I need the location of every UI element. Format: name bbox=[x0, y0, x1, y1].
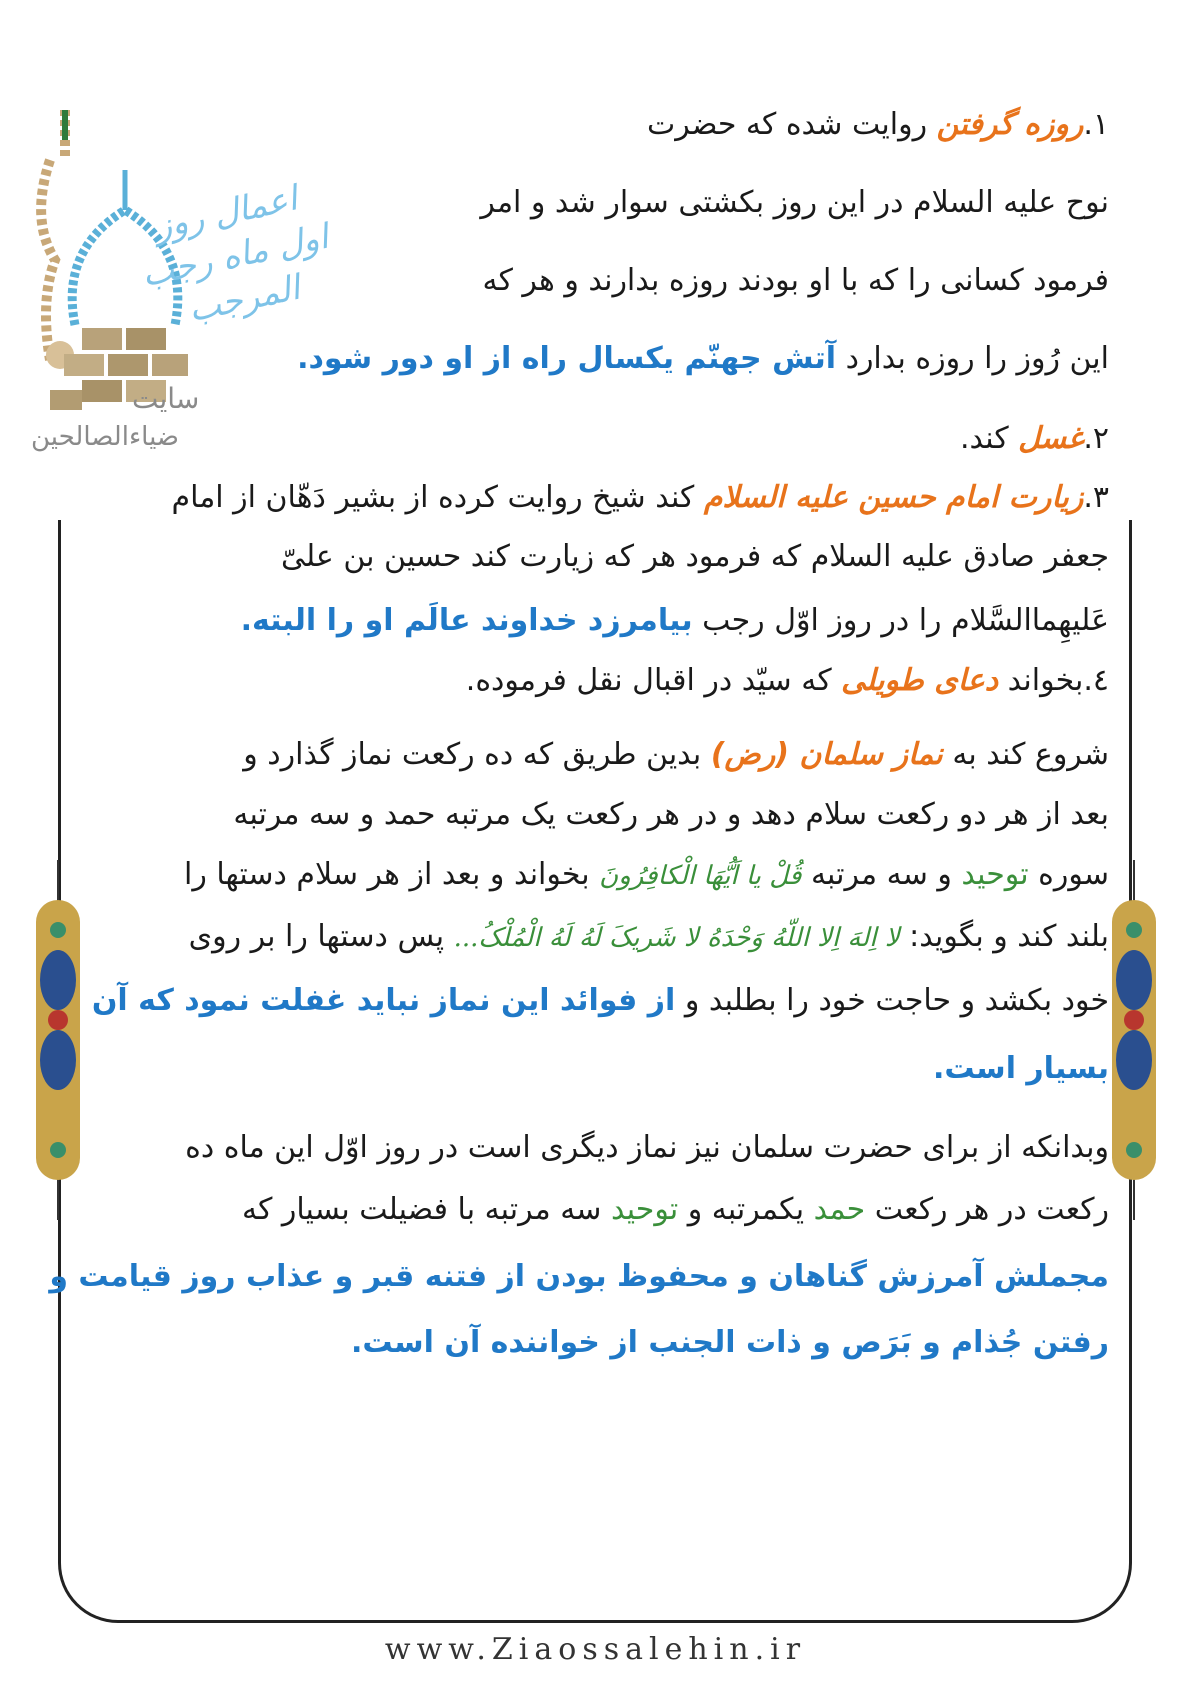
item-number: ۲. bbox=[1083, 421, 1109, 456]
highlight-text: مجملش آمرزش گناهان و محفوظ بودن از فتنه قبر و عذاب روز قیامت و bbox=[49, 1259, 1109, 1294]
logo-site-name: ضیاءالصالحین bbox=[30, 422, 180, 452]
text-line bbox=[189, 917, 1109, 958]
highlight-text: بسیار است. bbox=[933, 1051, 1109, 1086]
surah-name: توحید bbox=[961, 857, 1029, 892]
text-line bbox=[92, 981, 1109, 1021]
item-2-line bbox=[960, 419, 1109, 459]
dhikr-text: لا اِلهَ اِلا اللّهُ وَحْدَهُ لا شَریکَ لَهُ لَهُ الْمُلْکُ... bbox=[453, 923, 900, 953]
logo-site-label: سایت bbox=[132, 382, 200, 415]
ornament-right-icon bbox=[1104, 860, 1164, 1220]
highlight-text: نماز سلمان (رض) bbox=[710, 737, 943, 772]
text-line bbox=[483, 261, 1109, 301]
item-text: و سه مرتبه bbox=[801, 857, 962, 892]
surah-name: حمد bbox=[813, 1192, 866, 1227]
item-text: وبدانکه از برای حضرت سلمان نیز نماز دیگری است در روز اوّل این ماه ده bbox=[185, 1130, 1109, 1165]
item-text: کند شیخ روایت کرده از بشیر دَهّان از امام bbox=[171, 480, 704, 515]
text-line bbox=[933, 1049, 1109, 1089]
item-number: ۱. bbox=[1083, 107, 1109, 142]
item-1-highlight: روزه گرفتن bbox=[936, 107, 1084, 142]
item-text: فرمود کسانی را که با او بودند روزه بدارند و هر که bbox=[482, 263, 1109, 298]
item-text: شروع کند به bbox=[942, 737, 1109, 772]
item-text: سه مرتبه با فضیلت بسیار که bbox=[241, 1192, 611, 1227]
text-line bbox=[351, 1323, 1109, 1363]
item-text: عَلیهِماالسَّلام را در روز اوّل رجب bbox=[692, 603, 1109, 638]
item-text: سوره bbox=[1028, 857, 1109, 892]
item-text: بدین طریق که ده رکعت نماز گذارد و bbox=[243, 737, 711, 772]
item-text: بعد از هر دو رکعت سلام دهد و در هر رکعت یک مرتبه حمد و سه مرتبه bbox=[233, 797, 1109, 832]
ornament-left-icon bbox=[28, 860, 88, 1220]
text-line bbox=[184, 855, 1109, 896]
item-3-line bbox=[172, 478, 1109, 518]
item-text: یکمرتبه و bbox=[678, 1192, 814, 1227]
item-text: بخواند و بعد از هر سلام دستها را bbox=[184, 857, 600, 892]
item-2-highlight: غسل bbox=[1018, 421, 1084, 456]
item-4-highlight: دعای طویلی bbox=[841, 663, 999, 698]
surah-name: توحید bbox=[610, 1192, 679, 1227]
item-number: ۳. bbox=[1083, 480, 1109, 515]
item-text: پس دستها را بر روی bbox=[188, 919, 454, 954]
highlight-text: از فوائد این نماز نباید غفلت نمود که آن bbox=[91, 983, 676, 1018]
logo-calligraphy: اعمال روز اول ماه رجب المرجب bbox=[138, 178, 332, 331]
item-text: بلند کند و بگوید: bbox=[899, 919, 1109, 954]
item-4-line bbox=[466, 661, 1109, 701]
quran-verse: قُلْ یا اَیُّهَا الْکافِرُونَ bbox=[599, 861, 802, 891]
item-text: که سیّد در اقبال نقل فرموده. bbox=[465, 663, 842, 698]
item-3-highlight: زیارت امام حسین علیه السلام bbox=[703, 480, 1084, 515]
item-number: ٤. bbox=[1083, 663, 1109, 698]
text-line bbox=[49, 1257, 1109, 1297]
item-1-line bbox=[647, 105, 1109, 145]
text-line bbox=[233, 795, 1109, 835]
item-text: رکعت در هر رکعت bbox=[865, 1192, 1109, 1227]
item-text: نوح علیه السلام در این روز بکشتی سوار شد و امر bbox=[480, 185, 1109, 220]
item-text: خود بکشد و حاجت خود را بطلبد و bbox=[675, 983, 1109, 1018]
footer-url: www.Ziaossalehin.ir bbox=[384, 1632, 807, 1667]
site-logo bbox=[20, 100, 332, 490]
item-text: روایت شده که حضرت bbox=[647, 107, 937, 142]
item-text: کند. bbox=[960, 421, 1019, 456]
item-text: این رُوز را روزه بدارد bbox=[836, 341, 1109, 376]
highlight-text: آتش جهنّم یکسال راه از او دور شود. bbox=[297, 341, 837, 376]
text-line bbox=[243, 735, 1109, 775]
text-line bbox=[281, 537, 1109, 577]
item-text: بخواند bbox=[998, 663, 1084, 698]
text-line bbox=[241, 601, 1109, 641]
text-line bbox=[242, 1190, 1109, 1230]
item-text: جعفر صادق علیه السلام که فرمود هر که زیارت کند حسین بن علیّ bbox=[280, 539, 1109, 574]
text-line bbox=[480, 183, 1109, 223]
text-line bbox=[297, 339, 1109, 379]
highlight-text: رفتن جُذام و بَرَص و ذات الجنب از خواننده آن است. bbox=[350, 1325, 1109, 1360]
highlight-text: بیامرزد خداوند عالَم او را البته. bbox=[240, 603, 693, 638]
text-line bbox=[185, 1128, 1109, 1168]
